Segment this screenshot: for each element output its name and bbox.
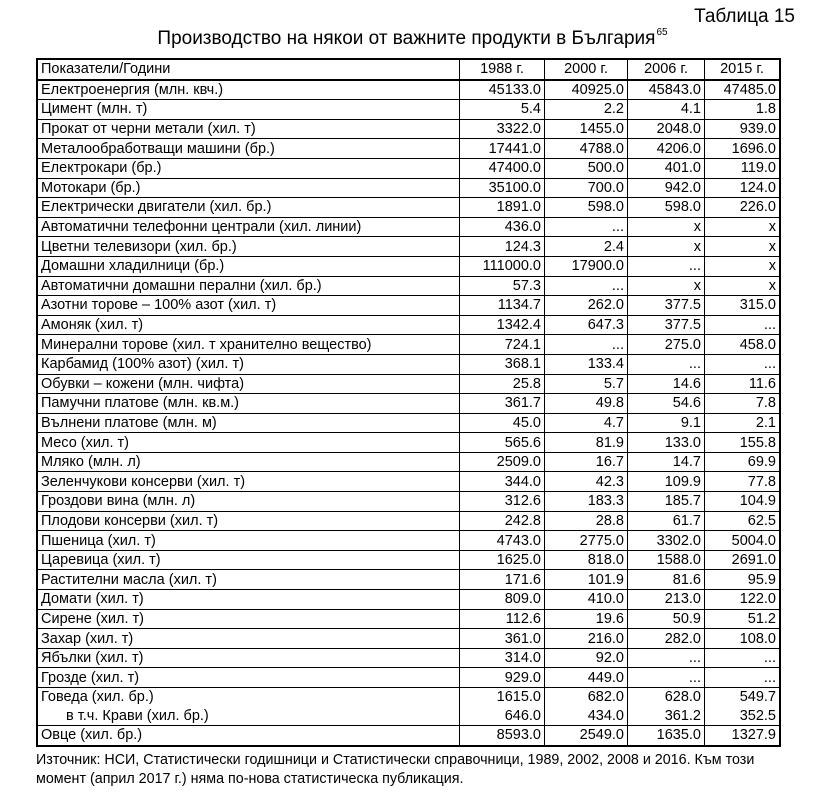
row-label: Мотокари (бр.)	[37, 178, 460, 198]
table-container	[36, 58, 781, 747]
row-value: 315.0	[705, 296, 781, 316]
row-value: 216.0	[545, 629, 628, 649]
table-row	[37, 707, 780, 726]
table-row	[37, 158, 780, 178]
row-value: 1891.0	[460, 198, 545, 218]
row-label: Растителни масла (хил. т)	[37, 570, 460, 590]
table-row	[37, 570, 780, 590]
row-value: x	[628, 237, 705, 257]
row-label: Зеленчукови консерви (хил. т)	[37, 472, 460, 492]
row-value: 4206.0	[628, 139, 705, 159]
row-label: в т.ч. Крави (хил. бр.)	[37, 707, 460, 726]
row-value: 81.9	[545, 433, 628, 453]
row-value: 183.3	[545, 492, 628, 512]
row-value: 95.9	[705, 570, 781, 590]
table-row	[37, 315, 780, 335]
row-label: Амоняк (хил. т)	[37, 315, 460, 335]
row-value: 47485.0	[705, 80, 781, 100]
row-value: 2048.0	[628, 119, 705, 139]
table-row	[37, 688, 780, 707]
row-value: 124.3	[460, 237, 545, 257]
row-value: x	[705, 276, 781, 296]
row-label: Автоматични телефонни централи (хил. линии)	[37, 217, 460, 237]
row-value: 368.1	[460, 354, 545, 374]
row-value: 5004.0	[705, 531, 781, 551]
table-row	[37, 668, 780, 688]
table-row	[37, 217, 780, 237]
row-value: 1342.4	[460, 315, 545, 335]
row-label: Цветни телевизори (хил. бр.)	[37, 237, 460, 257]
row-value: 185.7	[628, 492, 705, 512]
row-value: 61.7	[628, 511, 705, 531]
table-row	[37, 100, 780, 120]
header-year-2015: 2015 г.	[705, 59, 781, 80]
row-value: 35100.0	[460, 178, 545, 198]
row-value: 77.8	[705, 472, 781, 492]
row-value: 5.7	[545, 374, 628, 394]
row-label: Металообработващи машини (бр.)	[37, 139, 460, 159]
table-row	[37, 394, 780, 414]
table-row	[37, 433, 780, 453]
table-row	[37, 80, 780, 100]
row-label: Прокат от черни метали (хил. т)	[37, 119, 460, 139]
row-value: 45133.0	[460, 80, 545, 100]
table-number: Таблица 15	[694, 6, 795, 27]
row-value: 361.2	[628, 707, 705, 726]
row-value: 4.7	[545, 413, 628, 433]
row-value: 410.0	[545, 590, 628, 610]
row-label: Електроенергия (млн. квч.)	[37, 80, 460, 100]
row-value: 458.0	[705, 335, 781, 355]
row-label: Царевица (хил. т)	[37, 550, 460, 570]
row-value: 8593.0	[460, 726, 545, 746]
row-value: 361.0	[460, 629, 545, 649]
row-label: Електрокари (бр.)	[37, 158, 460, 178]
row-value: 1625.0	[460, 550, 545, 570]
row-value: 11.6	[705, 374, 781, 394]
row-value: 49.8	[545, 394, 628, 414]
footnote-reference: 65	[656, 27, 668, 38]
row-value: 818.0	[545, 550, 628, 570]
row-value: 101.9	[545, 570, 628, 590]
row-value: 598.0	[628, 198, 705, 218]
row-value: 2.1	[705, 413, 781, 433]
row-value: 549.7	[705, 688, 781, 707]
row-value: 314.0	[460, 648, 545, 668]
row-value: 2509.0	[460, 452, 545, 472]
table-row	[37, 413, 780, 433]
row-value: 1455.0	[545, 119, 628, 139]
row-value: 104.9	[705, 492, 781, 512]
row-value: 724.1	[460, 335, 545, 355]
row-label: Цимент (млн. т)	[37, 100, 460, 120]
row-value: 226.0	[705, 198, 781, 218]
row-value: x	[628, 276, 705, 296]
table-row	[37, 374, 780, 394]
row-value: 1.8	[705, 100, 781, 120]
table-row	[37, 198, 780, 218]
row-value: x	[705, 256, 781, 276]
row-value: 4788.0	[545, 139, 628, 159]
row-value: 2775.0	[545, 531, 628, 551]
table-row	[37, 590, 780, 610]
table-row	[37, 511, 780, 531]
row-value: 377.5	[628, 296, 705, 316]
table-row	[37, 629, 780, 649]
row-value: 40925.0	[545, 80, 628, 100]
row-value: 16.7	[545, 452, 628, 472]
row-label: Карбамид (100% азот) (хил. т)	[37, 354, 460, 374]
row-value: 682.0	[545, 688, 628, 707]
row-value: x	[628, 217, 705, 237]
header-row	[37, 59, 780, 80]
row-value: 361.7	[460, 394, 545, 414]
row-label: Гроздови вина (млн. л)	[37, 492, 460, 512]
row-value: ...	[705, 648, 781, 668]
row-value: 939.0	[705, 119, 781, 139]
row-value: 122.0	[705, 590, 781, 610]
production-table	[36, 58, 781, 747]
table-row	[37, 296, 780, 316]
row-value: ...	[628, 668, 705, 688]
row-value: 109.9	[628, 472, 705, 492]
row-value: 4743.0	[460, 531, 545, 551]
row-value: 436.0	[460, 217, 545, 237]
row-value: 47400.0	[460, 158, 545, 178]
row-label: Говеда (хил. бр.)	[37, 688, 460, 707]
row-value: 2549.0	[545, 726, 628, 746]
row-value: 92.0	[545, 648, 628, 668]
table-row	[37, 178, 780, 198]
header-year-2006: 2006 г.	[628, 59, 705, 80]
row-value: 1615.0	[460, 688, 545, 707]
row-value: 45.0	[460, 413, 545, 433]
row-value: 434.0	[545, 707, 628, 726]
row-label: Плодови консерви (хил. т)	[37, 511, 460, 531]
row-label: Електрически двигатели (хил. бр.)	[37, 198, 460, 218]
table-row	[37, 531, 780, 551]
row-value: 171.6	[460, 570, 545, 590]
row-value: 1134.7	[460, 296, 545, 316]
row-label: Пшеница (хил. т)	[37, 531, 460, 551]
row-value: ...	[705, 354, 781, 374]
row-value: ...	[628, 256, 705, 276]
row-label: Минерални торове (хил. т хранително вещество)	[37, 335, 460, 355]
row-value: 242.8	[460, 511, 545, 531]
row-value: 9.1	[628, 413, 705, 433]
table-row	[37, 452, 780, 472]
row-value: 7.8	[705, 394, 781, 414]
row-value: 54.6	[628, 394, 705, 414]
row-value: 28.8	[545, 511, 628, 531]
header-label-cell: Показатели/Години	[37, 59, 460, 80]
row-label: Захар (хил. т)	[37, 629, 460, 649]
row-value: 1327.9	[705, 726, 781, 746]
row-value: x	[705, 217, 781, 237]
row-value: 133.0	[628, 433, 705, 453]
header-year-1988: 1988 г.	[460, 59, 545, 80]
row-value: ...	[705, 315, 781, 335]
header-year-2000: 2000 г.	[545, 59, 628, 80]
row-value: 942.0	[628, 178, 705, 198]
row-label: Автоматични домашни перални (хил. бр.)	[37, 276, 460, 296]
row-value: 352.5	[705, 707, 781, 726]
row-value: 344.0	[460, 472, 545, 492]
row-value: 17900.0	[545, 256, 628, 276]
row-value: 275.0	[628, 335, 705, 355]
row-value: 50.9	[628, 609, 705, 629]
row-value: 282.0	[628, 629, 705, 649]
table-title	[0, 27, 825, 50]
title-text: Производство на някои от важните продукти в България	[157, 28, 656, 49]
table-row	[37, 119, 780, 139]
row-value: 1635.0	[628, 726, 705, 746]
row-value: 2.4	[545, 237, 628, 257]
table-row	[37, 335, 780, 355]
table-row	[37, 354, 780, 374]
row-value: 628.0	[628, 688, 705, 707]
row-label: Мляко (млн. л)	[37, 452, 460, 472]
table-row	[37, 609, 780, 629]
row-value: 449.0	[545, 668, 628, 688]
row-value: ...	[628, 354, 705, 374]
row-value: ...	[545, 335, 628, 355]
row-value: 312.6	[460, 492, 545, 512]
table-row	[37, 276, 780, 296]
row-value: 14.7	[628, 452, 705, 472]
row-value: 3322.0	[460, 119, 545, 139]
row-value: 646.0	[460, 707, 545, 726]
row-value: 700.0	[545, 178, 628, 198]
row-label: Грозде (хил. т)	[37, 668, 460, 688]
row-value: 124.0	[705, 178, 781, 198]
row-value: 401.0	[628, 158, 705, 178]
row-value: 119.0	[705, 158, 781, 178]
table-row	[37, 237, 780, 257]
row-value: 17441.0	[460, 139, 545, 159]
row-label: Обувки – кожени (млн. чифта)	[37, 374, 460, 394]
row-label: Сирене (хил. т)	[37, 609, 460, 629]
row-value: 809.0	[460, 590, 545, 610]
row-value: 155.8	[705, 433, 781, 453]
table-body	[37, 80, 780, 746]
table-row	[37, 648, 780, 668]
table-row	[37, 472, 780, 492]
row-value: 500.0	[545, 158, 628, 178]
row-value: 4.1	[628, 100, 705, 120]
row-label: Азотни торове – 100% азот (хил. т)	[37, 296, 460, 316]
row-label: Ябълки (хил. т)	[37, 648, 460, 668]
row-value: 262.0	[545, 296, 628, 316]
row-value: 111000.0	[460, 256, 545, 276]
table-row	[37, 139, 780, 159]
row-value: 647.3	[545, 315, 628, 335]
row-value: 5.4	[460, 100, 545, 120]
table-row	[37, 492, 780, 512]
row-value: 14.6	[628, 374, 705, 394]
row-value: 1696.0	[705, 139, 781, 159]
row-value: 45843.0	[628, 80, 705, 100]
row-value: 62.5	[705, 511, 781, 531]
row-value: 2.2	[545, 100, 628, 120]
row-value: ...	[545, 276, 628, 296]
row-value: 112.6	[460, 609, 545, 629]
row-value: 3302.0	[628, 531, 705, 551]
table-row	[37, 726, 780, 746]
row-value: 57.3	[460, 276, 545, 296]
row-value: 51.2	[705, 609, 781, 629]
row-value: 108.0	[705, 629, 781, 649]
row-value: 81.6	[628, 570, 705, 590]
row-value: 2691.0	[705, 550, 781, 570]
row-value: 42.3	[545, 472, 628, 492]
table-row	[37, 550, 780, 570]
row-value: 133.4	[545, 354, 628, 374]
row-label: Месо (хил. т)	[37, 433, 460, 453]
row-label: Памучни платове (млн. кв.м.)	[37, 394, 460, 414]
row-value: 565.6	[460, 433, 545, 453]
row-label: Овце (хил. бр.)	[37, 726, 460, 746]
row-value: 69.9	[705, 452, 781, 472]
row-value: x	[705, 237, 781, 257]
row-value: ...	[705, 668, 781, 688]
row-value: 598.0	[545, 198, 628, 218]
row-label: Домашни хладилници (бр.)	[37, 256, 460, 276]
table-row	[37, 256, 780, 276]
row-value: 1588.0	[628, 550, 705, 570]
row-value: 25.8	[460, 374, 545, 394]
row-value: 929.0	[460, 668, 545, 688]
row-value: 377.5	[628, 315, 705, 335]
row-value: 19.6	[545, 609, 628, 629]
row-value: ...	[545, 217, 628, 237]
row-label: Вълнени платове (млн. м)	[37, 413, 460, 433]
row-value: ...	[628, 648, 705, 668]
source-note: Източник: НСИ, Статистически годишници и Статистически справочници, 1989, 2002, 2008 и 2016. Към този момент (април 2017 г.) няма по-нова статистическа публикация.	[36, 752, 755, 787]
row-value: 213.0	[628, 590, 705, 610]
row-label: Домати (хил. т)	[37, 590, 460, 610]
